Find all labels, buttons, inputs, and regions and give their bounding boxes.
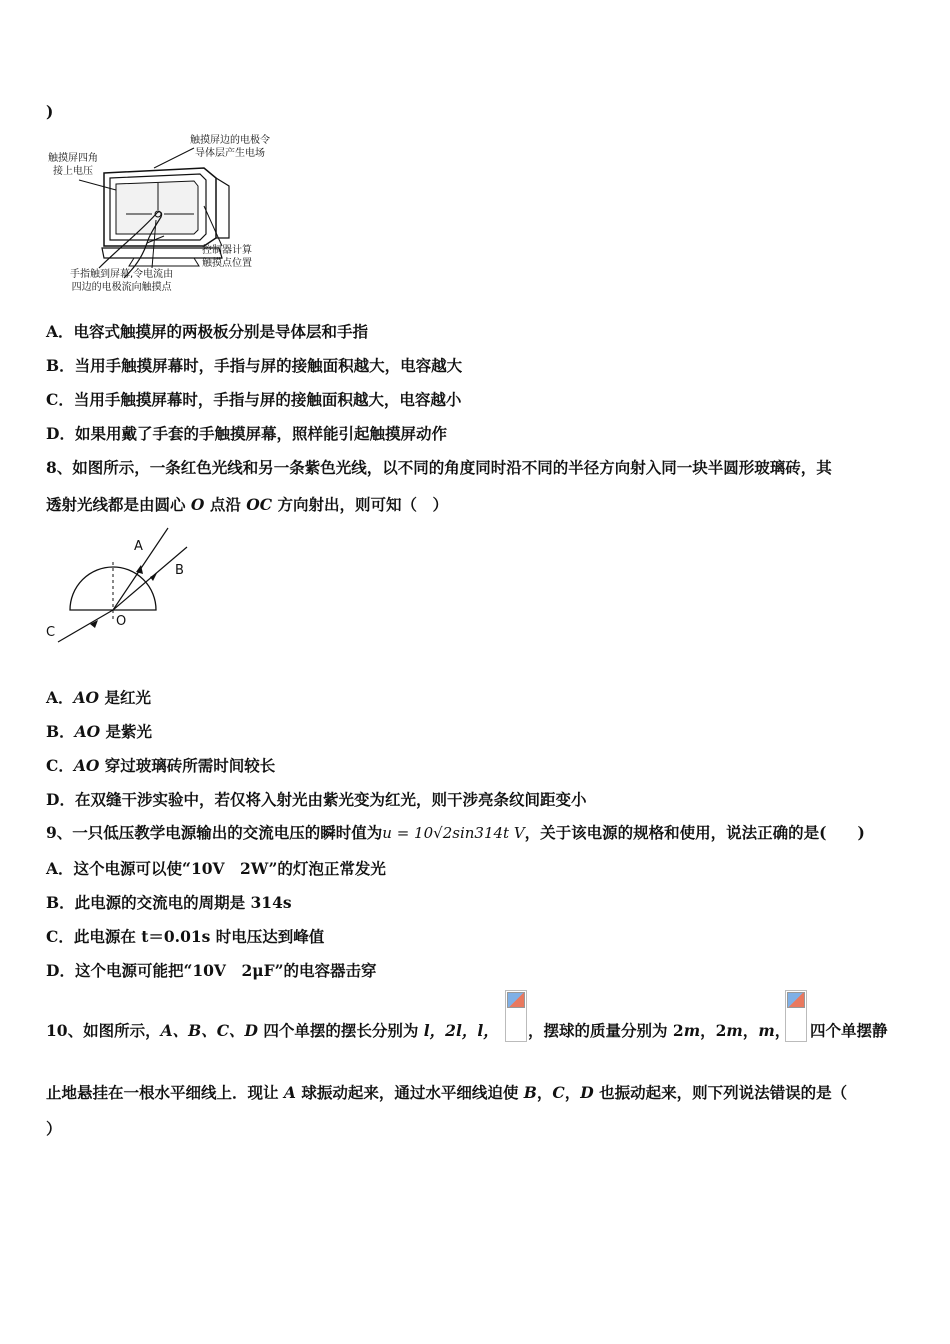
q8-c-text: 穿过玻璃砖所需时间较长: [99, 756, 276, 775]
q10-m2: m: [726, 1021, 743, 1040]
fig-label-a: A: [134, 539, 143, 554]
q9-stem-b: ，关于该电源的规格和使用，说法正确的是( ): [524, 823, 865, 842]
q8-option-a: [46, 686, 151, 708]
fig-label-c: C: [46, 625, 56, 640]
q10-text-d: ，2: [700, 1021, 727, 1040]
q10-l2-c: 也振动起来，则下列说法错误的是（: [593, 1083, 848, 1102]
q10-l2-var-d: D: [580, 1083, 594, 1102]
q10-m1: m: [683, 1021, 701, 1040]
q8-b-prefix: B．: [46, 722, 75, 741]
q10-text-c: ，摆球的质量分别为 2: [528, 1021, 684, 1040]
q10-text-b: 四个单摆的摆长分别为: [257, 1021, 424, 1040]
q8-b-text: 是紫光: [100, 722, 153, 741]
q8-option-c: [46, 754, 275, 776]
label-corner-voltage: [46, 152, 100, 178]
label-finger-line2: 四边的电极流向触摸点: [71, 282, 172, 293]
q7-option-a: A．电容式触摸屏的两极板分别是导体层和手指: [46, 322, 369, 341]
top-fragment: ): [46, 102, 54, 121]
q7-option-c: C．当用手触摸屏幕时，手指与屏的接触面积越大，电容越小: [46, 390, 462, 409]
q8-stem-line1: 8、如图所示，一条红色光线和另一条紫色光线，以不同的角度同时沿不同的半径方向射入同一块半圆形玻璃砖，其: [46, 458, 832, 477]
label-edge-line2: 导体层产生电场: [195, 148, 265, 159]
q8-b-var: AO: [74, 722, 101, 741]
q9-option-b: B．此电源的交流电的周期是 314s: [46, 893, 292, 912]
q10-l2-b: 球振动起来，通过水平细线迫使: [295, 1083, 524, 1102]
label-controller-line1: 控制器计算: [202, 245, 252, 256]
q10-line3: ）: [46, 1119, 62, 1138]
label-corner-line2: 接上电压: [53, 166, 93, 177]
q9-option-a: A．这个电源可以使“10V 2W”的灯泡正常发光: [46, 859, 386, 878]
q7-option-d: D．如果用戴了手套的手触摸屏幕，照样能引起触摸屏动作: [46, 424, 447, 443]
q8-a-text: 是红光: [99, 688, 151, 707]
q8-c-prefix: C．: [46, 756, 74, 775]
q10-text-e: ，: [742, 1021, 759, 1040]
q8-option-d: [46, 788, 586, 810]
q8-text-c: 方向射出，则可知（ ）: [272, 495, 448, 514]
label-finger-line1: 手指触到屏幕,令电流由: [70, 269, 174, 280]
q8-text-a: 透射光线都是由圆心: [46, 495, 191, 514]
q10-line1-right: 四个单摆静: [810, 1021, 888, 1040]
q10-l2-sep2: ，: [564, 1083, 581, 1102]
q8-stem-line2: [46, 493, 448, 515]
q10-text-f: ，: [774, 1021, 791, 1040]
q10-l2-var-a: A: [283, 1083, 296, 1102]
label-corner-line1: 触摸屏四角: [48, 153, 98, 164]
broken-image-1: [505, 990, 527, 1042]
q8-var-o: O: [190, 495, 205, 514]
semicircle-glass-figure: [40, 522, 210, 652]
q8-c-var: AO: [73, 756, 100, 775]
q10-l2-sep1: ，: [536, 1083, 553, 1102]
q8-option-b: [46, 720, 152, 742]
q9-stem: [46, 821, 865, 843]
q10-l2-var-b: B: [523, 1083, 537, 1102]
q10-l2-a: 止地悬挂在一根水平细线上．现让: [46, 1083, 284, 1102]
q10-vars: A、B、C、D: [160, 1021, 258, 1040]
q8-a-var: AO: [73, 688, 100, 707]
q9-option-c: C．此电源在 t＝0.01s 时电压达到峰值: [46, 927, 325, 946]
q10-lengths: l，2l，l，: [423, 1021, 499, 1040]
label-controller: [202, 244, 252, 270]
q8-a-prefix: A．: [46, 688, 74, 707]
label-finger: [70, 268, 173, 294]
q7-option-b: B．当用手触摸屏幕时，手指与屏的接触面积越大，电容越大: [46, 356, 463, 375]
label-edge-line1: 触摸屏边的电极令: [190, 135, 270, 146]
q10-line2: [46, 1081, 847, 1103]
q10-l2-var-c: C: [552, 1083, 565, 1102]
q10-m3: m: [758, 1021, 775, 1040]
broken-image-icon: [787, 992, 805, 1008]
q8-d-prefix: D．: [46, 790, 75, 809]
fig-label-o: O: [116, 614, 127, 629]
q10-text-a: 10、如图所示，: [46, 1021, 161, 1040]
q9-stem-a: 9、一只低压教学电源输出的交流电压的瞬时值为: [46, 823, 383, 842]
q10-line1-left: [46, 1019, 499, 1041]
q10-line1-mid: [528, 1019, 790, 1041]
q9-formula: u = 10√2sin314t V: [382, 824, 525, 842]
label-edge-electrode: [190, 134, 270, 160]
q8-text-b: 点沿: [204, 495, 247, 514]
broken-image-icon: [507, 992, 525, 1008]
q8-var-oc: OC: [246, 495, 273, 514]
q8-d-text: 在双缝干涉实验中，若仅将入射光由紫光变为红光，则干涉亮条纹间距变小: [74, 790, 587, 809]
label-controller-line2: 触摸点位置: [202, 258, 252, 269]
fig-label-b: B: [175, 563, 184, 578]
q9-option-d: D．这个电源可能把“10V 2μF”的电容器击穿: [46, 961, 377, 980]
